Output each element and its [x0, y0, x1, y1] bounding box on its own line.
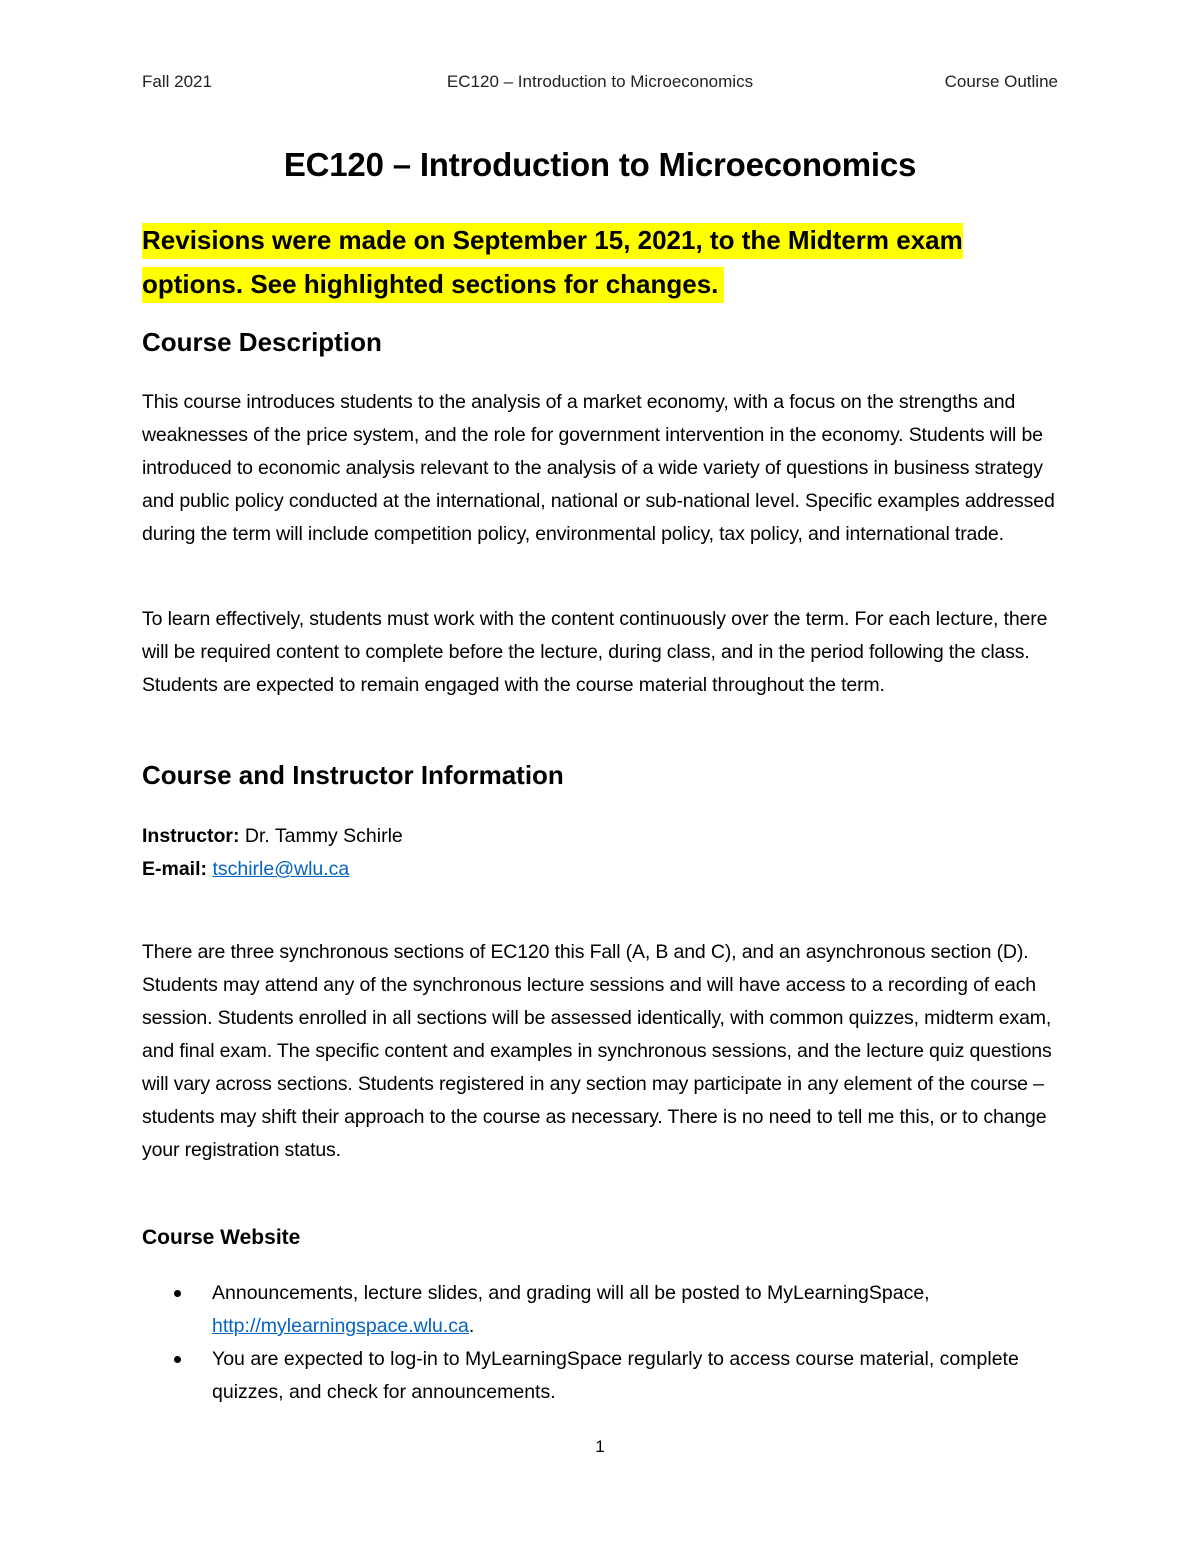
course-website-heading: Course Website	[142, 1226, 301, 1249]
bullet-period: .	[468, 1315, 475, 1337]
running-header	[142, 72, 1058, 96]
course-website-list	[142, 1277, 1060, 1409]
instructor-label: Instructor:	[142, 825, 240, 847]
header-term: Fall 2021	[142, 72, 212, 91]
header-course: EC120 – Introduction to Microeconomics	[446, 72, 754, 91]
page-number: 1	[595, 1437, 605, 1456]
instructor-line	[142, 820, 403, 853]
page-title: EC120 – Introduction to Microeconomics	[283, 146, 917, 183]
course-description-heading: Course Description	[142, 327, 382, 357]
bullet-text: You are expected to log-in to MyLearningSpace regularly to access course material, complete quizzes, and check for announcements.	[212, 1348, 1019, 1403]
email-link[interactable]: tschirle@wlu.ca	[212, 858, 350, 880]
bullet-icon	[174, 1356, 181, 1363]
email-label: E-mail:	[142, 858, 208, 880]
list-item	[142, 1277, 1060, 1343]
sections-paragraph: There are three synchronous sections of EC120 this Fall (A, B and C), and an asynchronous section (D). Students may attend any of the synchronous lecture sessions and will have access to a recording of each session. Students enrolled in all sections will be assessed identically, with common quizzes, midterm exam, and final exam. The specific content and examples in synchronous sessions, and the lecture quiz questions will vary across sections. Students registered in any section may participate in any element of the course – students may shift their approach to the course as necessary. There is no need to tell me this, or to change your registration status.	[142, 941, 1052, 1161]
instructor-info-heading: Course and Instructor Information	[142, 760, 564, 790]
revision-notice-text: Revisions were made on September 15, 2021, to the Midterm exam options. See highlighted sections for changes.	[142, 223, 963, 303]
instructor-name: Dr. Tammy Schirle	[244, 825, 403, 847]
email-line	[142, 853, 349, 886]
header-doc-type: Course Outline	[944, 72, 1058, 91]
course-description-paragraph-1: This course introduces students to the analysis of a market economy, with a focus on the strengths and weaknesses of the price system, and the role for government intervention in the economy. Students will be introduced to economic analysis relevant to the analysis of a wide variety of questions in business strategy and public policy conducted at the international, national or sub-national level. Specific examples addressed during the term will include competition policy, environmental policy, tax policy, and international trade.	[142, 391, 1055, 545]
mylearningspace-link[interactable]: http://mylearningspace.wlu.ca	[212, 1315, 469, 1337]
bullet-text: Announcements, lecture slides, and grading will all be posted to MyLearningSpace,	[212, 1282, 930, 1304]
course-description-paragraph-2: To learn effectively, students must work with the content continuously over the term. For each lecture, there will be required content to complete before the lecture, during class, and in the period following the class. Students are expected to remain engaged with the course material throughout the term.	[142, 608, 1048, 696]
list-item	[142, 1343, 1060, 1409]
revision-notice	[142, 218, 1042, 306]
bullet-icon	[174, 1290, 181, 1297]
